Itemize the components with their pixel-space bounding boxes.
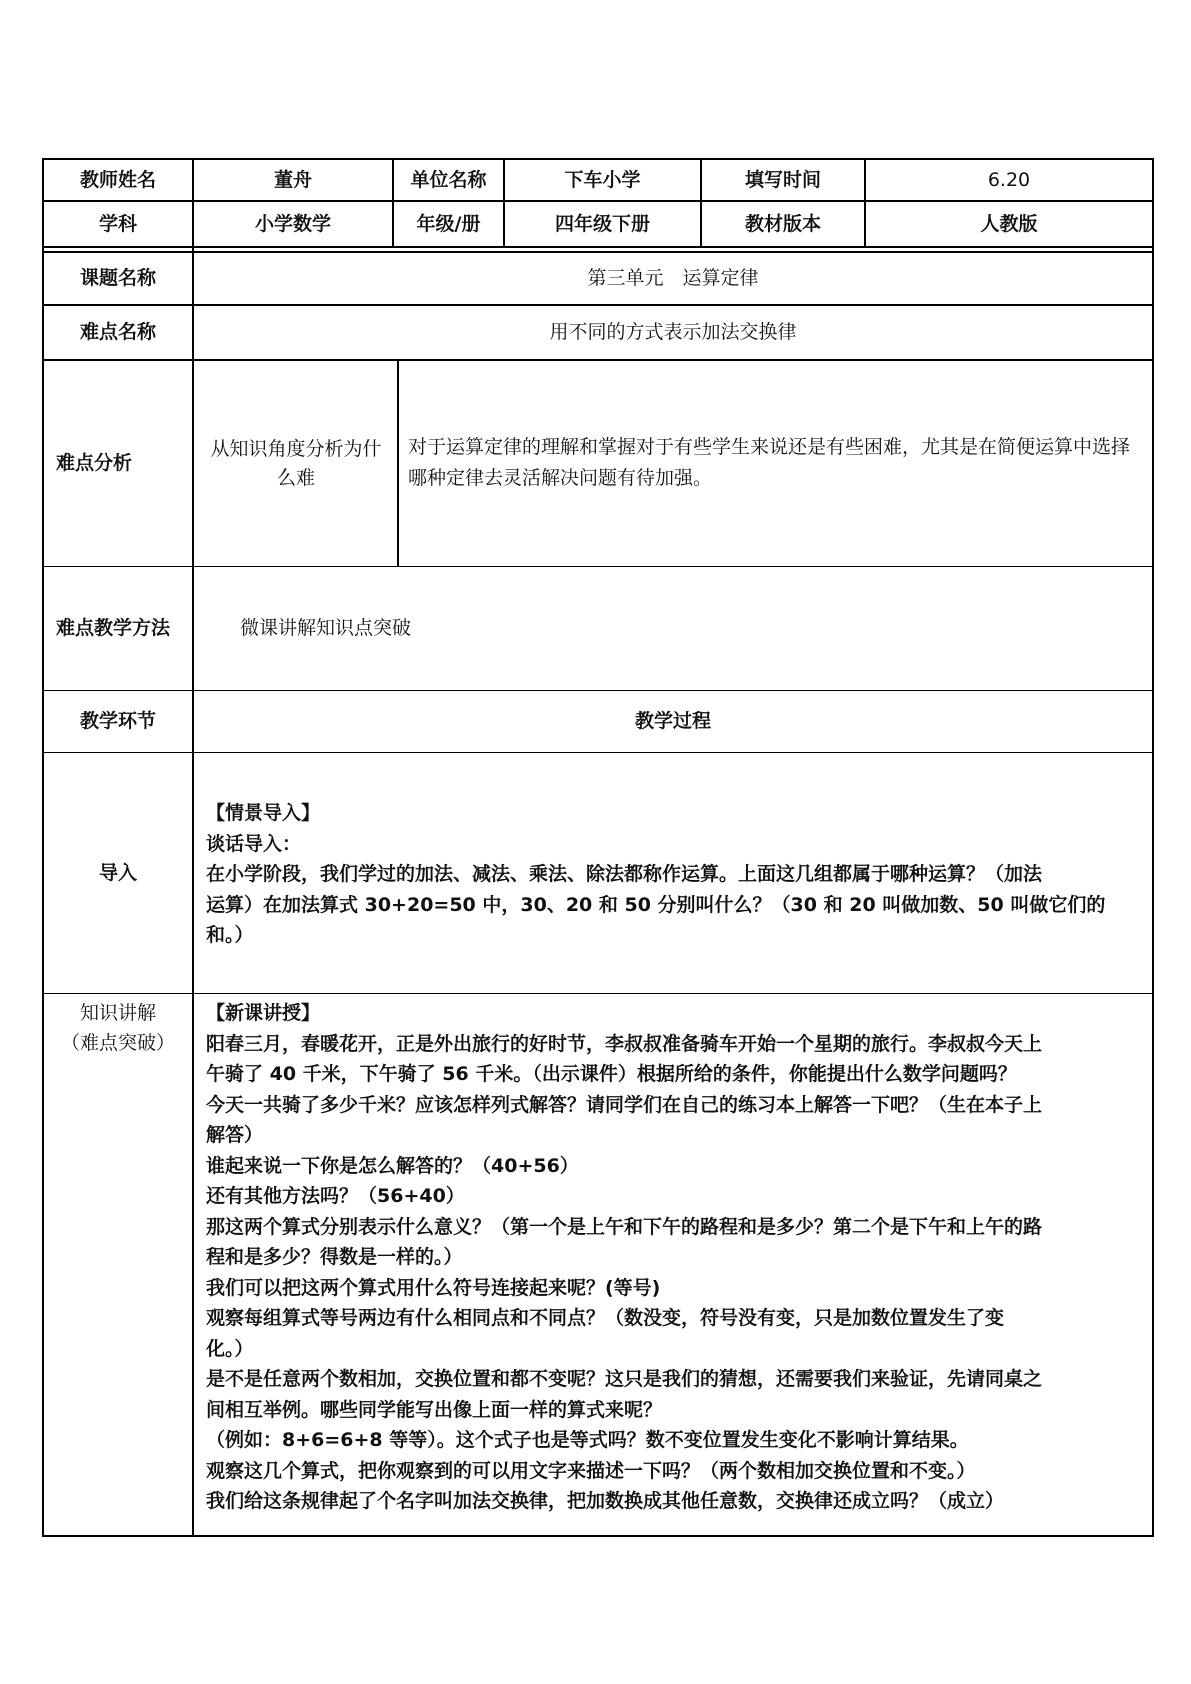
lecture-label-line1: 知识讲解 <box>79 1002 156 1024</box>
fill-date-value: 6.20 <box>987 168 1031 191</box>
lecture-label <box>44 998 192 1058</box>
teacher-name-label: 教师姓名 <box>79 168 156 191</box>
lecture-line: 我们可以把这两个算式用什么符号连接起来呢？(等号) <box>206 1276 661 1299</box>
intro-line: 运算）在加法算式 30+20=50 中，30、20 和 50 分别叫什么？（30 和 20 叫做加数、50 叫做它们的 <box>206 893 1106 916</box>
intro-line: 和。） <box>206 924 254 946</box>
unit-name-label: 单位名称 <box>410 168 487 191</box>
analysis-content: 对于运算定律的理解和掌握对于有些学生来说还是有些困难，尤其是在简便运算中选择哪种定律去灵活解决问题有待加强。 <box>408 436 1131 489</box>
topic-label: 课题名称 <box>79 267 156 290</box>
method-label: 难点教学方法 <box>56 617 171 640</box>
intro-label: 导入 <box>98 861 137 884</box>
lecture-line: 化。） <box>206 1337 254 1360</box>
lecture-line: 那这两个算式分别表示什么意义？（第一个是上午和下午的路程和是多少？第二个是下午和上午的路 <box>206 1215 1043 1238</box>
lecture-text <box>206 998 1146 1517</box>
lecture-line: 谁起来说一下你是怎么解答的？（40+56） <box>206 1154 579 1177</box>
lecture-line: 程和是多少？得数是一样的。） <box>206 1246 463 1268</box>
teaching-stage-header: 教学环节 <box>79 710 156 733</box>
fill-date-label: 填写时间 <box>744 168 821 191</box>
lecture-line: 还有其他方法吗？（56+40） <box>206 1185 465 1207</box>
unit-name-value: 下车小学 <box>564 168 641 191</box>
method-value: 微课讲解知识点突破 <box>240 617 412 640</box>
analysis-angle: 从知识角度分析为什么难 <box>210 438 382 489</box>
lecture-line: 今天一共骑了多少千米？应该怎样列式解答？请同学们在自己的练习本上解答一下吧？（生在本子上 <box>206 1093 1043 1116</box>
grade-value: 四年级下册 <box>554 212 650 235</box>
teacher-name-value: 董舟 <box>273 168 312 191</box>
lecture-line: 间相互举例。哪些同学能写出像上面一样的算式来呢？ <box>206 1398 663 1421</box>
lecture-line: 阳春三月，春暖花开，正是外出旅行的好时节，李叔叔准备骑车开始一个星期的旅行。李叔叔今天上 <box>206 1032 1043 1055</box>
topic-value: 第三单元 运算定律 <box>587 267 759 290</box>
intro-line: 【情景导入】 <box>206 802 321 824</box>
teaching-process-header: 教学过程 <box>634 710 711 733</box>
intro-line: 谈话导入： <box>206 832 302 855</box>
edition-label: 教材版本 <box>744 212 821 235</box>
lecture-line: 观察每组算式等号两边有什么相同点和不同点？（数没变，符号没有变，只是加数位置发生了变 <box>206 1307 1005 1329</box>
intro-text <box>206 798 1146 951</box>
lecture-line: 【新课讲授】 <box>206 1002 321 1024</box>
lecture-label-line2: （难点突破） <box>60 1032 175 1054</box>
edition-value: 人教版 <box>980 212 1038 235</box>
lecture-line: 解答） <box>206 1124 264 1146</box>
intro-line: 在小学阶段，我们学过的加法、减法、乘法、除法都称作运算。上面这几组都属于哪种运算？（加法 <box>206 863 1043 885</box>
lecture-line: 观察这几个算式，把你观察到的可以用文字来描述一下吗？（两个数相加交换位置和不变。） <box>206 1459 976 1482</box>
lecture-line: 是不是任意两个数相加，交换位置和都不变呢？这只是我们的猜想，还需要我们来验证，先请同桌之 <box>206 1368 1043 1390</box>
subject-value: 小学数学 <box>254 212 331 235</box>
grade-label: 年级/册 <box>416 212 481 235</box>
lecture-line: 我们给这条规律起了个名字叫加法交换律，把加数换成其他任意数，交换律还成立吗？（成立） <box>206 1490 1005 1512</box>
lecture-line: （例如：8+6=6+8 等等）。这个式子也是等式吗？数不变位置发生变化不影响计算结果。 <box>206 1429 969 1451</box>
subject-label: 学科 <box>98 212 137 235</box>
difficulty-label: 难点名称 <box>79 321 156 344</box>
analysis-label: 难点分析 <box>56 452 133 475</box>
lecture-line: 午骑了 40 千米，下午骑了 56 千米。（出示课件）根据所给的条件，你能提出什么数学问题吗？ <box>206 1063 1017 1085</box>
difficulty-value: 用不同的方式表示加法交换律 <box>549 321 797 344</box>
